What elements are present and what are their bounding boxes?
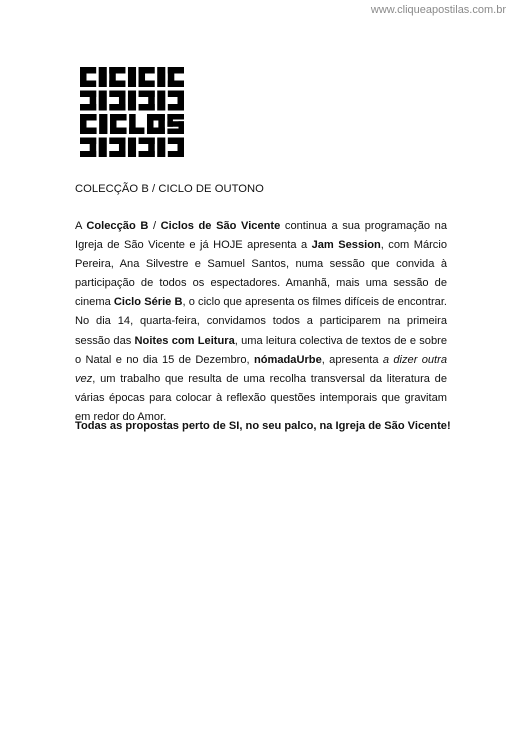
logo-letter <box>99 114 107 134</box>
logo-letter <box>147 114 165 134</box>
logo-letter <box>99 67 107 87</box>
text-run: , uma leitura colectiva de textos de e sobre o Natal e no dia 15 de Dezembro, <box>75 334 447 366</box>
logo-row <box>80 91 184 111</box>
bold-run: Ciclos de São Vicente <box>160 220 281 232</box>
logo-letter <box>157 91 165 111</box>
logo-row <box>80 114 184 134</box>
logo-letter <box>110 114 127 134</box>
ciclos-logo-graphic <box>80 67 184 157</box>
logo-letter <box>80 91 96 111</box>
closing-statement: Todas as propostas perto de SI, no seu palco, na Igreja de São Vicente! <box>75 420 451 432</box>
text-run: continua a sua programação na Igreja de São Vicente e já HOJE apresenta a <box>75 220 448 252</box>
bold-run: nómadaUrbe <box>253 353 322 366</box>
logo-letter <box>109 67 125 87</box>
section-title: COLECÇÃO B / CICLO DE OUTONO <box>75 183 264 195</box>
ciclos-logo <box>80 67 184 157</box>
watermark-url: www.cliqueapostilas.com.br <box>370 4 506 16</box>
logo-row <box>80 67 184 87</box>
logo-letter <box>99 91 107 111</box>
bold-run: Ciclo Série B <box>113 296 183 309</box>
logo-letter <box>157 138 165 158</box>
logo-letter <box>168 91 184 111</box>
logo-letter <box>109 91 125 111</box>
bold-run: Jam Session <box>311 239 381 252</box>
text-run: / <box>148 220 161 232</box>
bold-run: Colecção B <box>86 220 149 232</box>
logo-letter <box>128 91 136 111</box>
logo-letter <box>129 114 144 134</box>
logo-letter <box>109 138 125 158</box>
bold-run: Noites com Leitura <box>134 334 235 347</box>
logo-letter <box>80 138 96 158</box>
text-run: , com Márcio Pereira, Ana Silvestre e Samuel Santos, numa sessão que convida à participação de todos os espectadores. Amanhã, mais uma sessão de cinema <box>75 239 447 309</box>
logo-letter <box>99 138 107 158</box>
logo-letter <box>139 67 155 87</box>
logo-row <box>80 138 184 158</box>
logo-letter <box>80 67 96 87</box>
text-run: , apresenta <box>321 353 383 366</box>
logo-letter <box>157 67 165 87</box>
text-run: , um trabalho que resulta de uma recolha transversal da literatura de várias épocas para colocar à reflexão questões intemporais que gravitam em redor do Amor. <box>75 372 447 423</box>
text-run: A <box>75 220 87 232</box>
logo-letter <box>128 138 136 158</box>
logo-letter <box>80 114 97 134</box>
italic-run: a dizer outra vez <box>75 353 447 385</box>
logo-letter <box>168 67 184 87</box>
logo-letter <box>167 114 184 134</box>
body-paragraph <box>75 217 447 427</box>
logo-letter <box>139 138 155 158</box>
logo-letter <box>168 138 184 158</box>
logo-letter <box>128 67 136 87</box>
text-run: , o ciclo que apresenta os filmes difíceis de encontrar. No dia 14, quarta-feira, convidamos todos a participarem na primeira sessão das <box>75 296 448 347</box>
logo-letter <box>139 91 155 111</box>
